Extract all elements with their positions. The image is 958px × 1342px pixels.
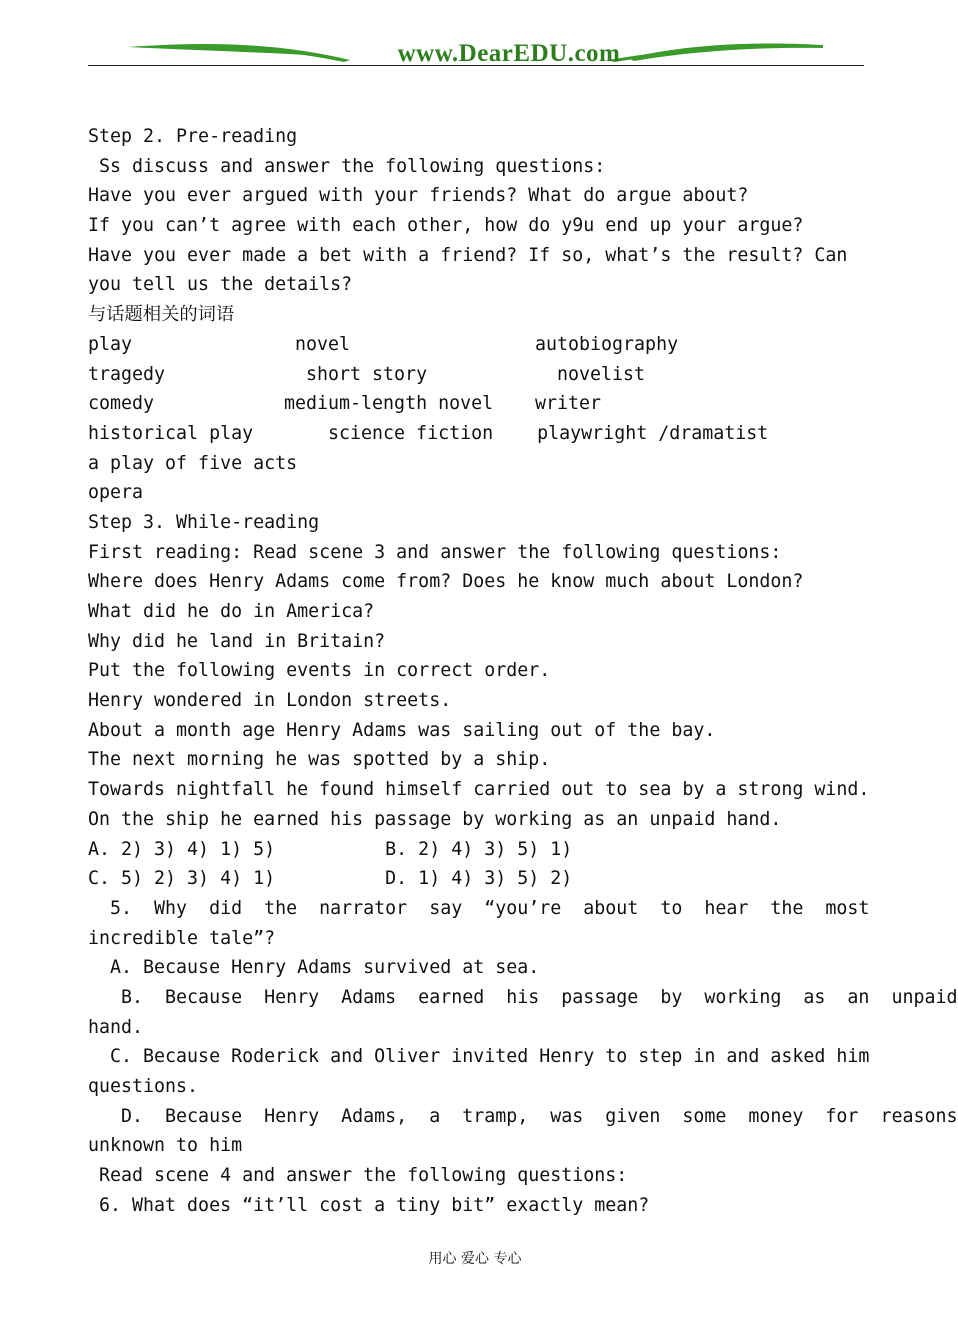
- vocab-cell: novelist: [535, 363, 646, 385]
- vocab-cell: play: [88, 333, 133, 355]
- page-footer: 用心 爱心 专心: [428, 1251, 522, 1267]
- question-5-cont: incredible tale”?: [88, 927, 276, 949]
- question-bet-cont: you tell us the details?: [88, 274, 353, 296]
- vocab-cell: novel: [295, 333, 351, 355]
- vocab-cell: writer: [535, 393, 602, 415]
- vocab-cell: short story: [295, 363, 428, 385]
- question-where: Where does Henry Adams come from? Does he know much about London?: [88, 571, 804, 593]
- scene4-instruction: Read scene 4 and answer the following questions:: [88, 1165, 628, 1187]
- event-1: Henry wondered in London streets.: [88, 690, 452, 712]
- vocab-cell: historical play: [88, 422, 254, 444]
- option-5c-cont: questions.: [88, 1076, 199, 1097]
- step3-heading: Step 3. While-reading: [88, 511, 320, 533]
- question-argued: Have you ever argued with your friends? What do argue about?: [88, 185, 749, 207]
- vocab-cell: science fiction: [295, 422, 494, 444]
- option-5c: C. Because Roderick and Oliver invited Henry to step in and asked him: [88, 1046, 870, 1068]
- order-options-ab: A. 2) 3) 4) 1) 5) B. 2) 4) 3) 5) 1): [88, 838, 573, 860]
- option-5d-cont: unknown to him: [88, 1135, 243, 1157]
- question-bet: Have you ever made a bet with a friend? If so, what’s the result? Can: [88, 244, 848, 266]
- vocab-cell: tragedy: [88, 363, 166, 385]
- order-options-cd: C. 5) 2) 3) 4) 1) D. 1) 4) 3) 5) 2): [88, 868, 573, 890]
- option-5b: B. Because Henry Adams earned his passage by working as an unpaid: [88, 986, 958, 1008]
- vocab-cell: autobiography: [535, 333, 679, 355]
- discuss-instruction: Ss discuss and answer the following questions:: [88, 155, 606, 177]
- question-5: 5. Why did the narrator say “you’re about to hear the most: [88, 897, 870, 919]
- order-instruction: Put the following events in correct order.: [88, 660, 551, 682]
- vocab-row: [88, 389, 864, 419]
- question-agree: If you can’t agree with each other, how do y9u end up your argue?: [88, 215, 804, 237]
- vocab-five-acts: a play of five acts: [88, 452, 298, 474]
- option-5d: D. Because Henry Adams, a tramp, was given some money for reasons: [88, 1105, 958, 1127]
- first-reading-instruction: First reading: Read scene 3 and answer the following questions:: [88, 541, 782, 563]
- vocab-row: [88, 330, 864, 360]
- site-logo-text: www.DearEDU.com: [397, 40, 621, 67]
- vocab-cell: playwright /dramatist: [493, 422, 769, 444]
- event-4: Towards nightfall he found himself carried out to sea by a strong wind.: [88, 779, 870, 801]
- question-6: 6. What does “it’ll cost a tiny bit” exactly mean?: [88, 1194, 650, 1216]
- vocab-cell: medium-length novel: [284, 393, 494, 415]
- vocab-cell: comedy: [88, 393, 155, 415]
- event-2: About a month age Henry Adams was sailing out of the bay.: [88, 719, 716, 741]
- event-3: The next morning he was spotted by a ship.: [88, 749, 551, 771]
- step2-heading: Step 2. Pre-reading: [88, 126, 298, 147]
- question-britain: Why did he land in Britain?: [88, 630, 386, 652]
- header-rule: [88, 65, 864, 66]
- vocab-heading: 与话题相关的词语: [88, 304, 235, 326]
- option-5b-cont: hand.: [88, 1016, 144, 1038]
- question-america: What did he do in America?: [88, 601, 375, 622]
- event-5: On the ship he earned his passage by working as an unpaid hand.: [88, 808, 782, 830]
- document-body: [88, 122, 958, 1220]
- vocab-row: [88, 419, 864, 449]
- vocab-row: [88, 360, 864, 390]
- option-5a: A. Because Henry Adams survived at sea.: [88, 957, 540, 979]
- vocab-opera: opera: [88, 482, 144, 504]
